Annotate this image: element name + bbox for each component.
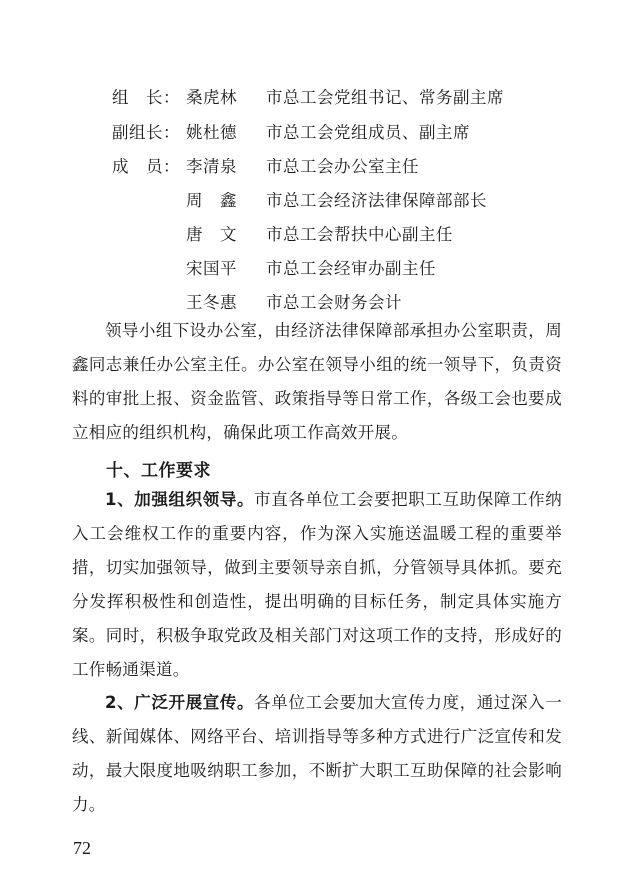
roster-role: 组 长： [112, 88, 180, 107]
roster-duty: 市总工会党组成员、副主席 [266, 123, 470, 142]
requirement-text: 各单位工会要加大宣传力度，通过深入一线、新闻媒体、网络平台、培训指导等多种方式进行广泛宣传和发动，最大限度地吸纳职工参加，不断扩大职工互助保障的社会影响力。 [72, 693, 562, 814]
roster-role: 成 员： [112, 157, 180, 176]
roster-name: 桑虎林 [186, 88, 237, 107]
requirement-lead: 1、加强组织领导。 [105, 490, 255, 509]
roster-name: 宋国平 [186, 259, 237, 278]
requirement-paragraph [72, 483, 562, 687]
roster-name: 王冬惠 [186, 293, 237, 312]
roster-name: 姚杜德 [186, 123, 237, 142]
requirement-text: 市直各单位工会要把职工互助保障工作纳入工会维权工作的重要内容，作为深入实施送温暖工程的重要举措，切实加强领导，做到主要领导亲自抓，分管领导具体抓。要充分发挥积极性和创造性，提出明确的目标任务，制定具体实施方案。同时，积极争取党政及相关部门对这项工作的支持，形成好的工作畅通渠道。 [72, 490, 562, 679]
roster-role: 副组长： [112, 123, 180, 142]
requirement-lead: 2、广泛开展宣传。 [105, 693, 255, 712]
roster-name: 周 鑫 [186, 191, 237, 210]
roster-duty: 市总工会经审办副主任 [266, 259, 436, 278]
roster-duty: 市总工会帮扶中心副主任 [266, 225, 453, 244]
roster-name: 李清泉 [186, 157, 237, 176]
roster-name: 唐 文 [186, 225, 237, 244]
section-heading: 十、工作要求 [106, 461, 211, 481]
roster-duty: 市总工会党组书记、常务副主席 [266, 88, 504, 107]
page-number: 72 [73, 838, 91, 858]
roster-duty: 市总工会财务会计 [266, 293, 402, 312]
roster-duty: 市总工会办公室主任 [266, 157, 419, 176]
requirement-paragraph [72, 686, 562, 822]
office-paragraph: 领导小组下设办公室，由经济法律保障部承担办公室职责，周鑫同志兼任办公室主任。办公室在领导小组的统一领导下，负责资料的审批上报、资金监管、政策指导等日常工作，各级工会也要成立相应的组织机构，确保此项工作高效开展。 [72, 321, 562, 442]
roster-duty: 市总工会经济法律保障部部长 [266, 191, 487, 210]
